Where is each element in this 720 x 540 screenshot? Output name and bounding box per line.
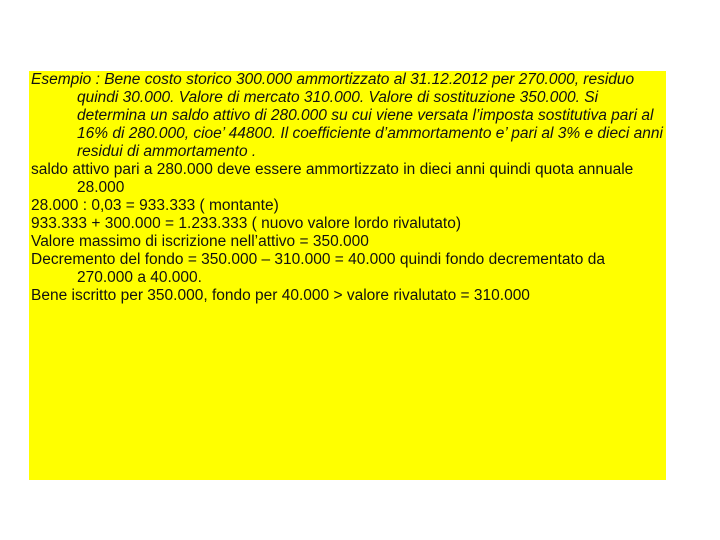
decremento-fondo-paragraph: Decremento del fondo = 350.000 – 310.000 = 40.000 quindi fondo decrementato da 270.000 a 40.000. [31,251,605,286]
nuovo-valore-calculation: 933.333 + 300.000 = 1.233.333 ( nuovo valore lordo rivalutato) [31,215,462,232]
example-paragraph: Esempio : Bene costo storico 300.000 ammortizzato al 31.12.2012 per 270.000, residuo quindi 30.000. Valore di mercato 310.000. Valore di sostituzione 350.000. Si determina un saldo attivo di 280.000 su cui viene versata l’imposta sostitutiva pari al 16% di 280.000, cioe’ 44800. Il coefficiente d’ammortamento e’ pari al 3% e dieci anni residui di ammortamento . [31,71,663,160]
yellow-text-box [29,71,666,480]
valore-massimo-line: Valore massimo di iscrizione nell’attivo = 350.000 [31,233,369,250]
saldo-attivo-paragraph: saldo attivo pari a 280.000 deve essere ammortizzato in dieci anni quindi quota annuale 28.000 [31,161,634,196]
montante-calculation: 28.000 : 0,03 = 933.333 ( montante) [31,197,279,214]
text-body [31,71,663,305]
bene-iscritto-line: Bene iscritto per 350.000, fondo per 40.000 > valore rivalutato = 310.000 [31,287,530,304]
